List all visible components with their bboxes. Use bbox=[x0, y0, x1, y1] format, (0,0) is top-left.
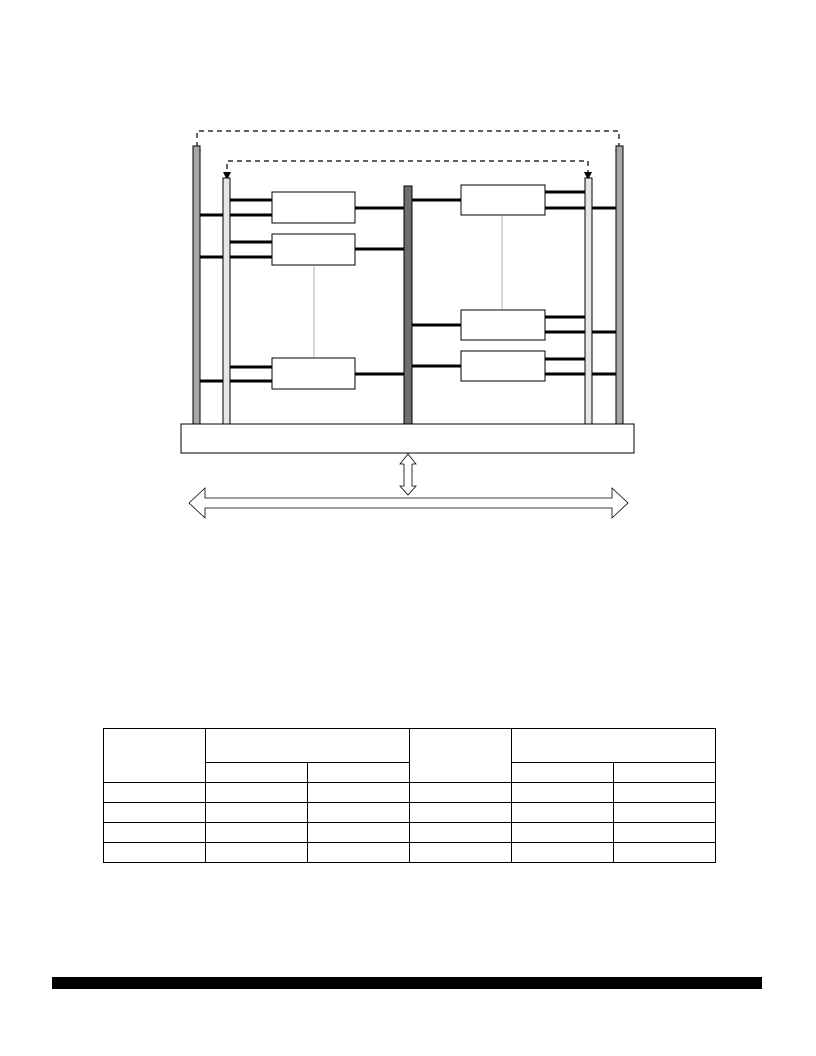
dashed-return-path-outer bbox=[193, 131, 623, 158]
left-block-1 bbox=[272, 192, 355, 223]
table-cell bbox=[308, 823, 410, 843]
outer-right-bus bbox=[616, 146, 623, 424]
table-subheader-cell bbox=[512, 763, 614, 783]
table-cell bbox=[308, 803, 410, 823]
table-cell bbox=[206, 823, 308, 843]
table-row bbox=[104, 823, 716, 843]
table-header-cell bbox=[512, 729, 716, 763]
table-cell bbox=[410, 823, 512, 843]
table-cell bbox=[512, 823, 614, 843]
table-header-cell bbox=[206, 729, 410, 763]
right-block-1 bbox=[461, 185, 545, 215]
table-cell bbox=[614, 783, 716, 803]
table-row bbox=[104, 783, 716, 803]
dashed-return-path-inner bbox=[223, 161, 592, 180]
vertical-double-arrow bbox=[400, 454, 416, 495]
table-cell bbox=[614, 843, 716, 863]
base-bar bbox=[181, 424, 634, 453]
inner-left-bus bbox=[223, 178, 230, 424]
table-row bbox=[104, 803, 716, 823]
table-header-cell bbox=[104, 729, 206, 783]
table-cell bbox=[512, 803, 614, 823]
table-cell bbox=[104, 823, 206, 843]
table-subheader-cell bbox=[614, 763, 716, 783]
table-cell bbox=[206, 783, 308, 803]
right-block-2 bbox=[461, 310, 545, 340]
center-bus bbox=[404, 186, 412, 424]
table-row bbox=[104, 843, 716, 863]
table-subheader-cell bbox=[308, 763, 410, 783]
left-connections bbox=[200, 200, 404, 381]
table-cell bbox=[308, 783, 410, 803]
table-cell bbox=[104, 803, 206, 823]
table-header-cell bbox=[410, 729, 512, 783]
inner-right-bus bbox=[585, 178, 592, 424]
right-block-n bbox=[461, 351, 545, 381]
table-cell bbox=[614, 823, 716, 843]
table-cell bbox=[410, 843, 512, 863]
table-cell bbox=[104, 843, 206, 863]
data-table bbox=[103, 728, 716, 863]
table-cell bbox=[104, 783, 206, 803]
table-cell bbox=[614, 803, 716, 823]
left-block-n bbox=[272, 358, 355, 389]
left-block-2 bbox=[272, 234, 355, 265]
footer-rule bbox=[52, 977, 762, 989]
table-cell bbox=[206, 803, 308, 823]
table-cell bbox=[410, 803, 512, 823]
table-cell bbox=[512, 783, 614, 803]
table-cell bbox=[308, 843, 410, 863]
table-cell bbox=[206, 843, 308, 863]
table-cell bbox=[512, 843, 614, 863]
table-subheader-cell bbox=[206, 763, 308, 783]
table-cell bbox=[410, 783, 512, 803]
outer-left-bus bbox=[193, 146, 200, 424]
